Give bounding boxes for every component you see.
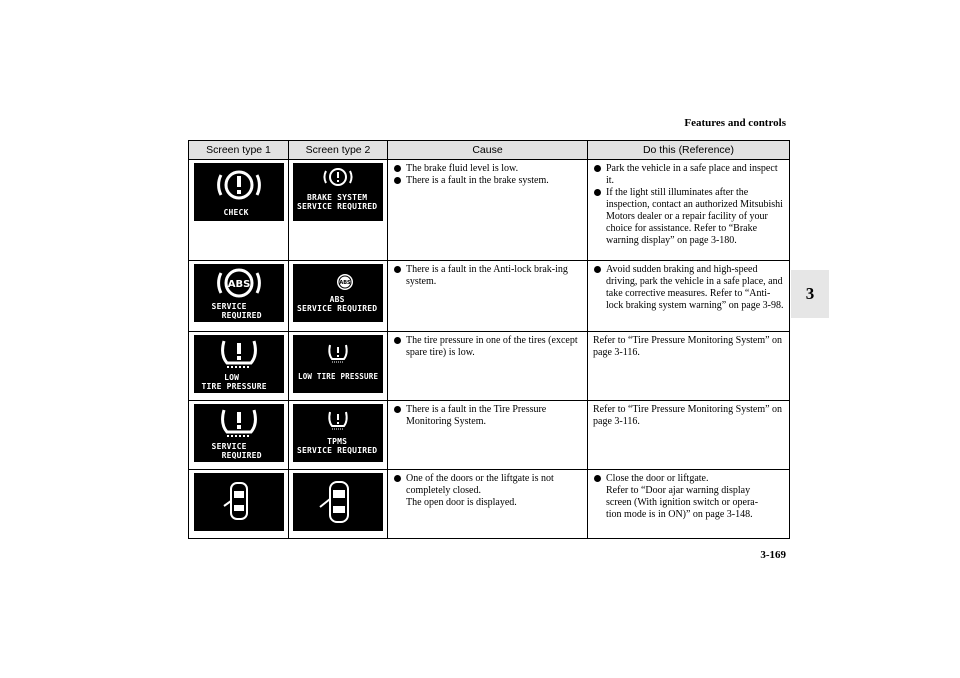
action-cell [588, 401, 790, 470]
bullet [594, 475, 601, 482]
column-header-do-this: Do this (Reference) [588, 141, 790, 160]
brake-check-screen [194, 163, 284, 221]
screen-text: CHECK [223, 208, 249, 217]
screen-text: ABS SERVICE REQUIRED [297, 295, 378, 313]
cause-text: There is a fault in the Anti-lock brak-ing system. [406, 264, 568, 287]
brake-system-screen [293, 163, 383, 221]
screen-type-1-cell [189, 160, 289, 261]
svg-text:ABS: ABS [339, 280, 351, 286]
table-row-door-ajar [189, 470, 790, 539]
action-cell [588, 160, 790, 261]
abs-warning-icon [293, 264, 383, 322]
cause-cell [388, 401, 588, 470]
table-row-brake [189, 160, 790, 261]
table-header-row [189, 141, 790, 160]
bullet [394, 177, 401, 184]
table-row-abs [189, 261, 790, 332]
column-header-screen-type-2: Screen type 2 [289, 141, 388, 160]
running-header: Features and controls [684, 117, 786, 129]
warning-display-table [188, 140, 790, 539]
screen-text: LOW TIRE PRESSURE [298, 372, 379, 381]
action-text: Park the vehicle in a safe place and inspect it. [606, 163, 778, 186]
low-tire-pressure-screen [194, 335, 284, 393]
svg-text:ABS: ABS [227, 279, 250, 290]
cause-text: completely closed. [406, 485, 481, 496]
table-row-low-tire-pressure [189, 332, 790, 401]
table-row-tpms-fault [189, 401, 790, 470]
screen-type-1-cell [189, 332, 289, 401]
action-text: Refer to “Tire Pressure Monitoring System” on page 3-116. [593, 335, 783, 358]
action-text: screen (With ignition switch or opera- [606, 497, 759, 508]
screen-type-2-cell [289, 401, 388, 470]
action-text: Refer to “Door ajar warning display [606, 485, 751, 496]
tire-pressure-warning-icon [293, 335, 383, 393]
bullet [594, 266, 601, 273]
abs-service-screen [194, 264, 284, 322]
action-cell [588, 470, 790, 539]
action-text: Refer to “Tire Pressure Monitoring System” on page 3-116. [593, 404, 783, 427]
action-cell [588, 261, 790, 332]
action-cell [588, 332, 790, 401]
door-ajar-screen-2 [293, 473, 383, 531]
action-text: tion mode is in ON)” on page 3-148. [606, 509, 753, 520]
column-header-screen-type-1: Screen type 1 [189, 141, 289, 160]
screen-type-1-cell [189, 261, 289, 332]
screen-type-1-cell [189, 401, 289, 470]
tpms-service-screen [194, 404, 284, 462]
low-tire-pressure-screen-2 [293, 335, 383, 393]
door-ajar-icon [293, 473, 383, 531]
tpms-service-screen-2 [293, 404, 383, 462]
action-text: If the light still illuminates after the inspection, contact an authorized Mitsubishi Motors dealer or a repair facility of your choice for assistance. Refer to “Brake warning display” on page 3-180. [606, 187, 783, 246]
abs-service-screen-2 [293, 264, 383, 322]
cause-cell [388, 332, 588, 401]
cause-cell [388, 470, 588, 539]
brake-warning-icon [293, 163, 383, 221]
screen-type-1-cell [189, 470, 289, 539]
action-text: Close the door or liftgate. [606, 473, 709, 484]
bullet [594, 165, 601, 172]
bullet [394, 165, 401, 172]
bullet [394, 337, 401, 344]
cause-text: The tire pressure in one of the tires (except spare tire) is low. [406, 335, 578, 358]
bullet [394, 266, 401, 273]
chapter-tab: 3 [791, 270, 829, 318]
screen-type-2-cell [289, 470, 388, 539]
cause-text: The open door is displayed. [406, 497, 517, 508]
screen-type-2-cell [289, 261, 388, 332]
cause-cell [388, 160, 588, 261]
door-ajar-screen [194, 473, 284, 531]
cause-text: The brake fluid level is low. [406, 163, 519, 174]
cause-text: There is a fault in the Tire Pressure Monitoring System. [406, 404, 547, 427]
cause-text: One of the doors or the liftgate is not [406, 473, 554, 484]
cause-cell [388, 261, 588, 332]
cause-text: There is a fault in the brake system. [406, 175, 549, 186]
bullet [594, 189, 601, 196]
bullet [394, 475, 401, 482]
action-text: Avoid sudden braking and high-speed driving, park the vehicle in a safe place, and take corrective measures. Refer to “Anti-lock braking system warning” on page 3-98. [606, 264, 784, 311]
screen-text: LOW TIRE PRESSURE [201, 373, 267, 391]
screen-text: SERVICE REQUIRED [211, 302, 262, 320]
screen-text: BRAKE SYSTEM SERVICE REQUIRED [297, 193, 378, 211]
bullet [394, 406, 401, 413]
door-ajar-icon [194, 473, 284, 531]
screen-type-2-cell [289, 160, 388, 261]
screen-text: SERVICE REQUIRED [211, 442, 262, 460]
page-number: 3-169 [760, 549, 786, 561]
screen-text: TPMS SERVICE REQUIRED [297, 437, 378, 455]
screen-type-2-cell [289, 332, 388, 401]
column-header-cause: Cause [388, 141, 588, 160]
